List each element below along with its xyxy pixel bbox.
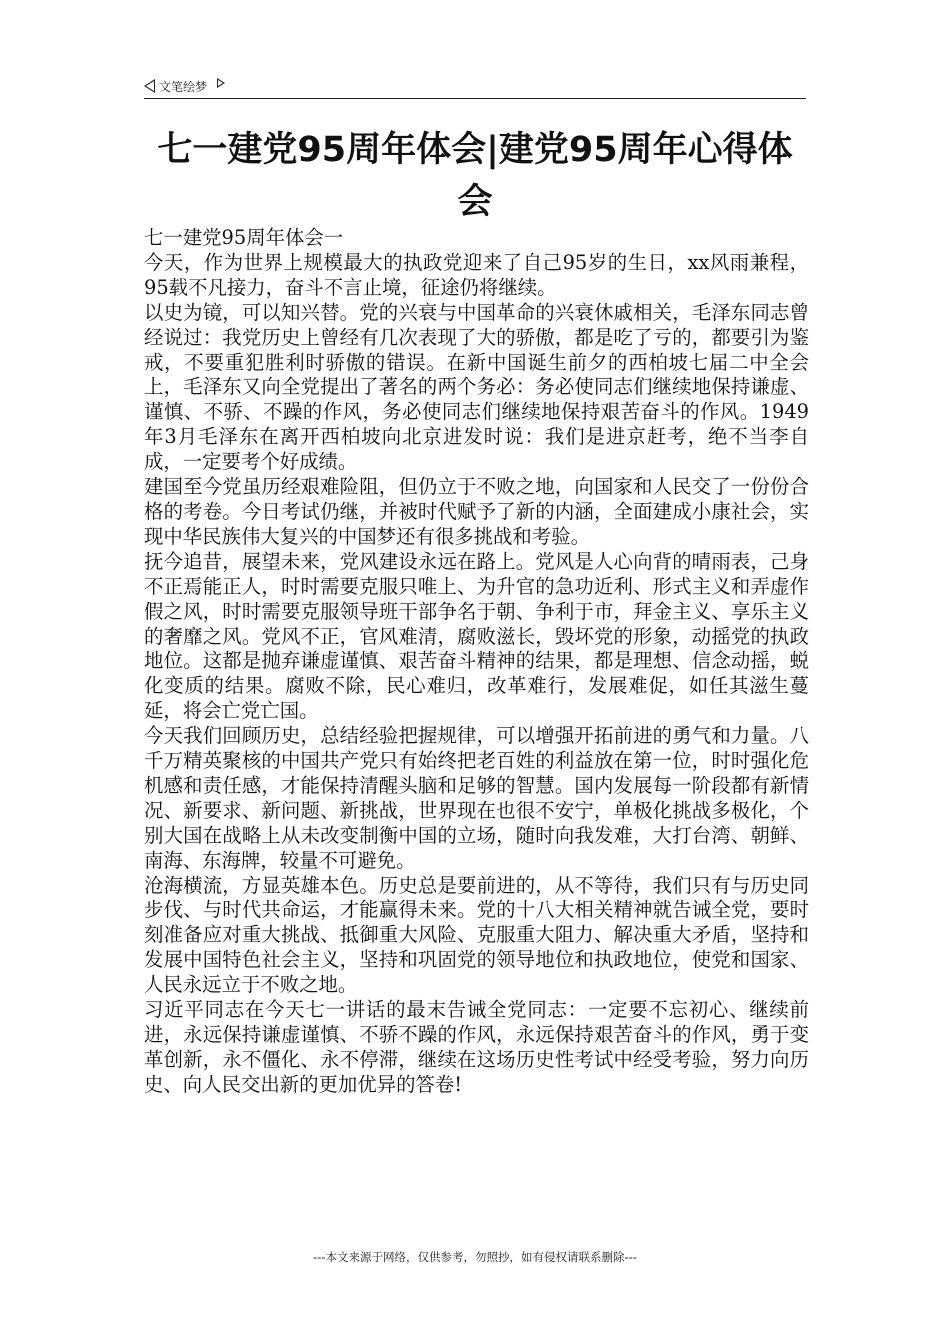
header-brand: 文笔绘梦 (159, 79, 208, 94)
page-header (144, 76, 225, 96)
paragraph: 抚今追昔，展望未来，党风建设永远在路上。党风是人心向背的晴雨表，己身不正焉能正人，时时需要克服只唯上、为升官的急功近利、形式主义和弄虚作假之风，时时需要克服领导班干部争名于朝、争利于市，拜金主义、享乐主义的奢靡之风。党风不正，官风难清，腐败滋长，毁坏党的形象，动摇党的执政地位。这都是抛弃谦虚谨慎、艰苦奋斗精神的结果，都是理想、信念动摇，蜕化变质的结果。腐败不除，民心难归，改革难行，发展难促，如任其滋生蔓延，将会亡党亡国。 (144, 549, 809, 723)
header-divider (144, 98, 806, 99)
paragraph: 今天，作为世界上规模最大的执政党迎来了自己95岁的生日，xx风雨兼程，95载不凡接力，奋斗不言止境，征途仍将继续。 (144, 250, 809, 299)
paragraph: 沧海横流，方显英雄本色。历史总是要前进的，从不等待，我们只有与历史同步伐、与时代共命运，才能赢得未来。党的十八大相关精神就告诫全党，要时刻准备应对重大挑战、抵御重大风险、克服重大阻力、解决重大矛盾，坚持和发展中国特色社会主义，坚持和巩固党的领导地位和执政地位，使党和国家、人民永远立于不败之地。 (144, 873, 809, 997)
paragraph: 以史为镜，可以知兴替。党的兴衰与中国革命的兴衰休戚相关，毛泽东同志曾经说过：我党历史上曾经有几次表现了大的骄傲，都是吃了亏的，都要引为鉴戒，不要重犯胜利时骄傲的错误。在新中国诞生前夕的西柏坡七届二中全会上，毛泽东又向全党提出了著名的两个务必：务必使同志们继续地保持谦虚、谨慎、不骄、不躁的作风，务必使同志们继续地保持艰苦奋斗的作风。1949年3月毛泽东在离开西柏坡向北京进发时说：我们是进京赶考，绝不当李自成，一定要考个好成绩。 (144, 300, 809, 474)
document-title: 七一建党95周年体会|建党95周年心得体会 (157, 130, 793, 222)
paragraph-heading: 七一建党95周年体会一 (144, 226, 344, 249)
triangle-right-icon (217, 78, 225, 88)
paragraph: 习近平同志在今天七一讲话的最末告诫全党同志：一定要不忘初心、继续前进，永远保持谦虚谨慎、不骄不躁的作风，永远保持艰苦奋斗的作风，勇于变革创新，永不僵化、永不停滞，继续在这场历史性考试中经受考验，努力向历史、向人民交出新的更加优异的答卷! (144, 998, 809, 1096)
paragraph: 今天我们回顾历史，总结经验把握规律，可以增强开拓前进的勇气和力量。八千万精英聚核的中国共产党只有始终把老百姓的利益放在第一位，时时强化危机感和责任感，才能保持清醒头脑和足够的智慧。国内发展每一阶段都有新情况、新要求、新问题、新挑战，世界现在也很不安宁，单极化挑战多极化，个别大国在战略上从未改变制衡中国的立场，随时向我发难，大打台湾、朝鲜、南海、东海牌，较量不可避免。 (144, 724, 809, 872)
footer-disclaimer: ---本文来源于网络，仅供参考，勿照抄，如有侵权请联系删除--- (313, 1250, 637, 1264)
triangle-left-icon (144, 79, 155, 93)
paragraph: 建国至今党虽历经艰难险阻，但仍立于不败之地，向国家和人民交了一份份合格的考卷。今日考试仍继，并被时代赋予了新的内涵，全面建成小康社会，实现中华民族伟大复兴的中国梦还有很多挑战和考验。 (144, 475, 809, 548)
document-body (144, 226, 809, 1098)
